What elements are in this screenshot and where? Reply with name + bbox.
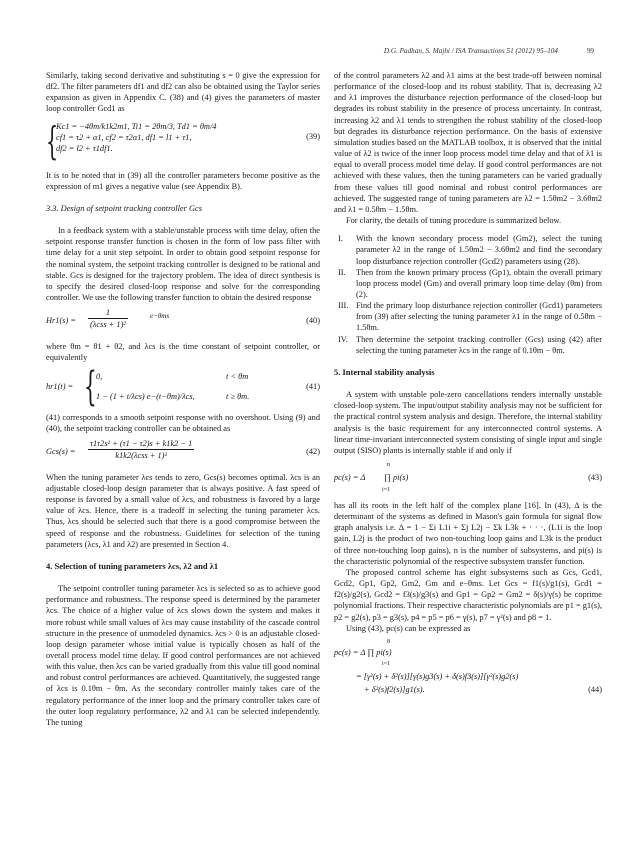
eq44-line1: pc(s) = Δ ∏ pi(s) xyxy=(334,647,392,657)
list-item-text: Then from the known primary process (Gp1), obtain the overall primary loop process model (Gm) and overall primary loop time delay (θm) from (2). xyxy=(356,267,602,299)
eq40-lhs: Hr1(s) = xyxy=(46,316,76,326)
equation-41: hr1(t) = { 0, t < θm 1 − (1 + t/λcs) e−(t−θm)/λcs, t ≥ θm. (41) xyxy=(46,363,320,410)
eq44-line3: + δ²(s)f2(s)]g1(s). xyxy=(364,684,425,694)
paragraph: of the control parameters λ2 and λ1 aims at the best trade-off between nominal performance of the closed-loop and its robust stability. That is, decreasing λ2 and λ1 improves the disturbance rejection performance of the closed-loop but degrades its robust stability in the presence of process uncertainty. In contrast, increasing λ2 and λ1 tends to strengthen the robust stability of the closed-loop but degrades its disturbance rejection performance. On the basis of extensive simulation studies based on the MATLAB toolbox, it is observed that the initial value of λ2 is twice of the inner loop process model time delay and that of λ1 is equal to overall process model time delay. If good control performances are not achieved with these values, then the tuning parameters can be varied gradually from these values till good nominal and robust control performances are achieved. The suggested range of tuning parameters are λ2 = 1.5θm2 − 3.6θm2 and λ1 = 0.5θm − 1.5θm. xyxy=(334,71,602,214)
running-header xyxy=(48,47,594,59)
left-column xyxy=(46,70,320,728)
equation-number: (41) xyxy=(306,381,320,391)
eq41-lhs: hr1(t) = xyxy=(46,381,74,391)
equation-42 xyxy=(46,437,320,469)
list-item xyxy=(334,233,602,266)
paragraph: Using (43), pc(s) can be expressed as xyxy=(346,623,471,633)
eq42-fraction xyxy=(88,438,194,461)
equation-40 xyxy=(46,306,320,338)
eq44-upper-limit: 8 xyxy=(387,638,390,645)
right-column xyxy=(334,70,602,702)
eq44-lower-limit: i=1 xyxy=(382,660,391,667)
eq39-line1: Kc1 = −4θm/k1k2m1, Ti1 = 2θm/3, Td1 = θm/4 xyxy=(56,121,217,131)
eq43-upper-limit: n xyxy=(387,462,390,468)
equation-number: (39) xyxy=(306,131,320,141)
eq43-product: ∏ pi(s) xyxy=(384,473,409,482)
paragraph: has all its roots in the left half of the complex plane [16]. In (43), Δ is the determinant of the systems as defined in Mason's gain formula for signal flow graph analysis i.e. Δ = 1 − Σi L1i + Σj L2j − Σk L3k + · · ·, (L1i is the loop gain, L2j is the product of two non-touching loop gains and L3k is the product of three non-touching loop gains), n is the number of subsystems, and pi(s) is the characteristic polynomial of the respective subsystem transfer function. xyxy=(334,501,602,566)
paragraph: where θm = θ1 + θ2, and λcs is the time constant of setpoint controller, or equivalently xyxy=(46,342,320,363)
eq41-case2: 1 − (1 + t/λcs) e−(t−θm)/λcs, xyxy=(96,391,195,401)
paragraph: A system with unstable pole-zero cancellations renders internally unstable closed-loop system. The input/output stability analysis may not be sufficient for the practical control system analysis and design. Therefore, the internal stability analysis is the basic requirement for any interconnected control systems. A linear time-invariant interconnected system consisting of single input and single output (SISO) plants is internally stable if and only if xyxy=(334,390,602,455)
list-marker: II. xyxy=(338,267,346,277)
eq40-exponential: e−θms xyxy=(150,312,170,321)
list-item xyxy=(334,334,602,356)
eq40-numerator: 1 xyxy=(88,307,128,319)
paragraph: Similarly, taking second derivative and substituting s = 0 give the expression for df2. The filter parameters df1 and df2 can also be obtained using the Taylor series expansion as given in Appendix C. (38) and (4) gives the parameters of master loop controller Gcd1 as xyxy=(46,71,320,114)
eq42-denominator: k1k2(λcss + 1)² xyxy=(115,450,167,460)
list-marker: IV. xyxy=(338,334,348,344)
equation-number: (44) xyxy=(588,684,602,694)
eq44-line2: = [γ²(s) + δ²(s)][γ(s)g3(s) + δ(s)f3(s)][γ²(s)g2(s) xyxy=(356,671,519,681)
eq41-case1: 0, xyxy=(96,371,103,381)
page-number: 99 xyxy=(586,47,594,55)
equation-number: (40) xyxy=(306,316,320,326)
list-marker: I. xyxy=(338,234,343,244)
eq40-fraction xyxy=(88,307,128,330)
equation-39: { Kc1 = −4θm/k1k2m1, Ti1 = 2θm/3, Td1 = θm/4 cf1 = τ2 + α1, cf2 = τ2α1, df1 = l1 + τ1, df2 = l2 + τ1df1. (39) xyxy=(46,118,320,163)
journal-citation: D.G. Padhan, S. Majhi / ISA Transactions 51 (2012) 95–104 xyxy=(383,47,558,55)
eq43-lower-limit: i=1 xyxy=(382,487,391,493)
eq39-line3: df2 = l2 + τ1df1. xyxy=(56,143,113,153)
list-item xyxy=(334,267,602,300)
list-item xyxy=(334,300,602,333)
eq41-case2-condition: t ≥ θm. xyxy=(226,391,250,401)
paragraph: (41) corresponds to a smooth setpoint response with no overshoot. Using (9) and (40), the setpoint tracking controller can be obtained as xyxy=(46,412,320,433)
paragraph: For clarity, the details of tuning procedure is summarized below. xyxy=(346,216,562,226)
paragraph: In a feedback system with a stable/unstable process with time delay, often the setpoint response transfer function is chosen in the form of low pass filter with time delay for a unit step setpoint. In order to obtain good setpoint response for the nominal system, the setpoint tracking controller is designed to be rational and stable. Gcs is designed for the trajectory problem. The idea of direct synthesis is to specify the desired closed-loop response and solve for the corresponding controller. We use the following transfer function to obtain the desired response xyxy=(46,226,320,303)
paragraph: When the tuning parameter λcs tends to zero, Gcs(s) becomes optimal. λcs is an adjustable closed-loop design parameter that is always positive. A fast speed of response is favored by a small value of λcs, and robustness is favored by a large value of λcs. Hence, there is a tradeoff in selecting the tuning parameter λcs. Thus, λcs should be selected such that there is a good compromise between the speed of response and the robustness. Guidelines for selection of the tuning parameters (λcs, λ1 and λ2) are presented in Section 4. xyxy=(46,472,320,549)
section-heading: 5. Internal stability analysis xyxy=(334,366,435,377)
eq42-numerator: τ1τ2s² + (τ1 − τ2)s + k1k2 − 1 xyxy=(88,438,194,450)
equation-44 xyxy=(334,637,602,699)
subsection-heading: 3.3. Design of setpoint tracking controller Gcs xyxy=(46,203,203,213)
list-item-text: With the known secondary process model (Gm2), select the tuning parameter λ2 in the range of 1.5θm2 − 3.6θm2 and find the secondary loop disturbance rejection controller (Gcd2) parameters using (28). xyxy=(356,234,602,266)
paragraph: The proposed control scheme has eight subsystems such as Gcs, Gcd1, Gcd2, Gp1, Gp2, Gm2, Gm and e−θms. Let Gcs = f1(s)/g1(s), Gcd1 = f2(s)/g2(s), Gcd2 = f3(s)/g3(s) and Gp1 = Gp2 = Gm2 = δ(s)/γ(s) be coprime polynomial fractions. Their respective characteristic polynomials are p1 = g1(s), p2 = g2(s), p3 = g3(s), p4 = p5 = p6 = γ(s), p7 = γ²(s) and p8 = 1. xyxy=(334,567,602,622)
list-item-text: Then determine the setpoint tracking controller (Gcs) using (42) after selecting the tuning parameter λcs in the range of 0.1θm − θm. xyxy=(356,334,602,355)
equation-number: (43) xyxy=(588,473,602,482)
paragraph: The setpoint controller tuning parameter λcs is selected so as to achieve good performance and robustness. The response speed is determined by the parameter λcs. The choice of a higher value of λcs slows down the system and makes it more robust while small values of λcs may cause instability of the cascade control structure in the presence of unmodeled dynamics. λcs > 0 is an adjustable closed-loop design parameter whose initial value is typically chosen as half of the overall process model time delay. If good control performances are not achieved with this value, then λcs can be varied gradually from this value till good nominal and robust control performances are achieved. Quantitatively, the suggested range of λcs is 0.1θm − θm. As the secondary controller mainly takes care of the regulatory performance of the inner loop and the primary controller takes care of the outer loop regulatory performance, λ2 and λ1 can be selected independently. The tuning xyxy=(46,584,320,727)
eq41-case1-condition: t < θm xyxy=(226,371,249,381)
eq43-lhs: pc(s) = Δ xyxy=(334,473,366,482)
eq40-denominator: (λcss + 1)² xyxy=(90,320,126,330)
list-item-text: Find the primary loop disturbance rejection controller (Gcd1) parameters from (39) after selecting the tuning parameter λ1 in the range of 0.5θm − 1.5θm. xyxy=(356,301,602,333)
eq42-lhs: Gcs(s) = xyxy=(46,446,76,456)
equation-43 xyxy=(334,460,602,496)
eq39-line2: cf1 = τ2 + α1, cf2 = τ2α1, df1 = l1 + τ1, xyxy=(56,132,192,142)
list-marker: III. xyxy=(338,301,349,311)
equation-number: (42) xyxy=(306,446,320,456)
section-heading: 4. Selection of tuning parameters λcs, λ2 and λ1 xyxy=(46,560,219,571)
paragraph: It is to be noted that in (39) all the controller parameters become positive as the expression of m1 gives a negative value (see Appendix B). xyxy=(46,170,320,191)
